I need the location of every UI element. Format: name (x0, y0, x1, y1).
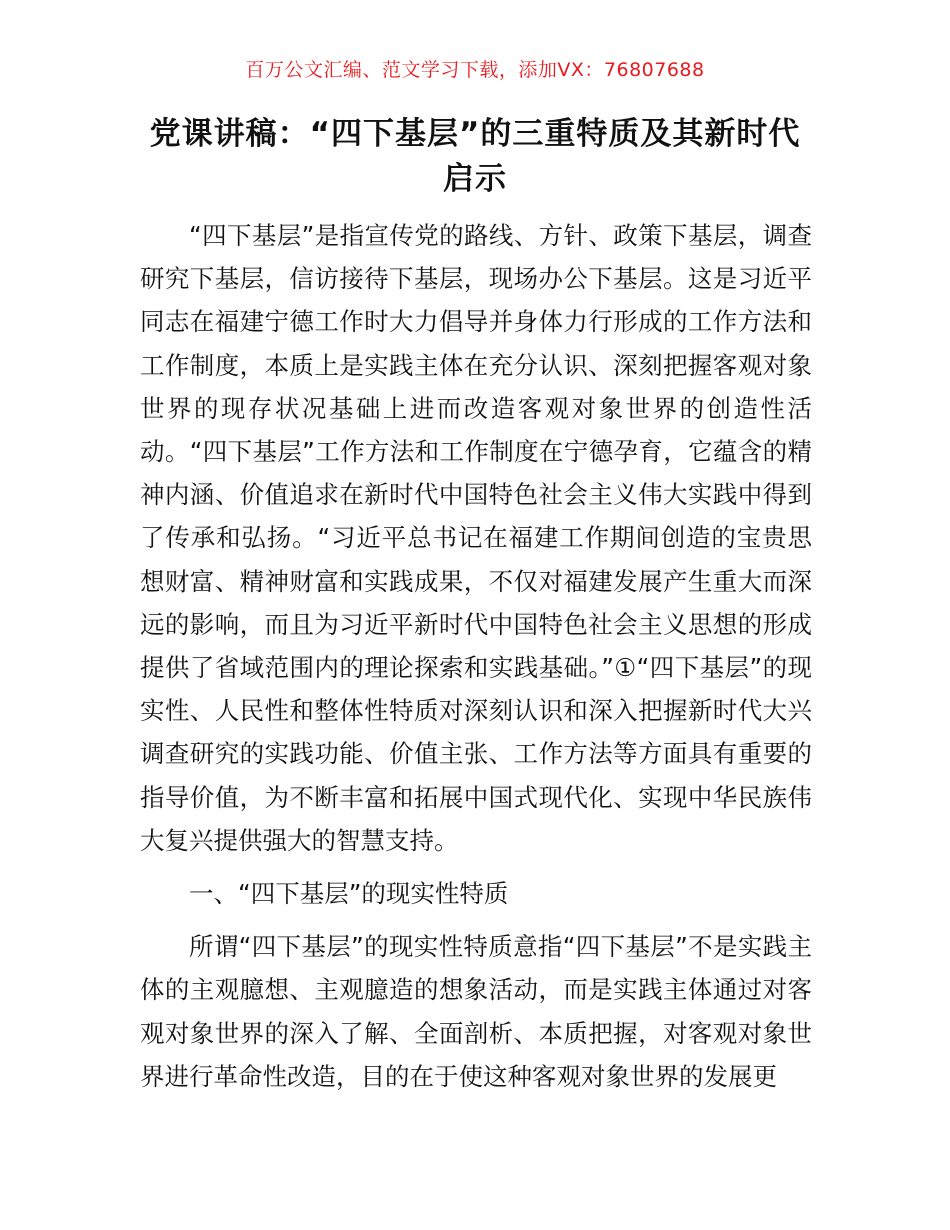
document-body (140, 214, 812, 1098)
header-banner: 百万公文汇编、范文学习下载，添加VX：76807688 (245, 59, 705, 81)
section-heading: 一、“四下基层”的现实性特质 (189, 879, 509, 909)
page-title: 党课讲稿：“四下基层”的三重特质及其新时代启示 (149, 116, 801, 197)
paragraph-section-1: 所谓“四下基层”的现实性特质意指“四下基层”不是实践主体的主观臆想、主观臆造的想象活动，而是实践主体通过对客观对象世界的深入了解、全面剖析、本质把握，对客观对象世界进行革命性改造，目的在于使这种客观对象世界的发展更 (140, 932, 812, 1091)
paragraph-intro: “四下基层”是指宣传党的路线、方针、政策下基层，调查研究下基层，信访接待下基层，现场办公下基层。这是习近平同志在福建宁德工作时大力倡导并身体力行形成的工作方法和工作制度，本质上是实践主体在充分认识、深刻把握客观对象世界的现存状况基础上进而改造客观对象世界的创造性活动。“四下基层”工作方法和工作制度在宁德孕育，它蕴含的精神内涵、价值追求在新时代中国特色社会主义伟大实践中得到了传承和弘扬。“习近平总书记在福建工作期间创造的宝贵思想财富、精神财富和实践成果，不仅对福建发展产生重大而深远的影响，而且为习近平新时代中国特色社会主义思想的形成提供了省域范围内的理论探索和实践基础。”①“四下基层”的现实性、人民性和整体性特质对深刻认识和深入把握新时代大兴调查研究的实践功能、价值主张、工作方法等方面具有重要的指导价值，为不断丰富和拓展中国式现代化、实现中华民族伟大复兴提供强大的智慧支持。 (140, 221, 812, 855)
